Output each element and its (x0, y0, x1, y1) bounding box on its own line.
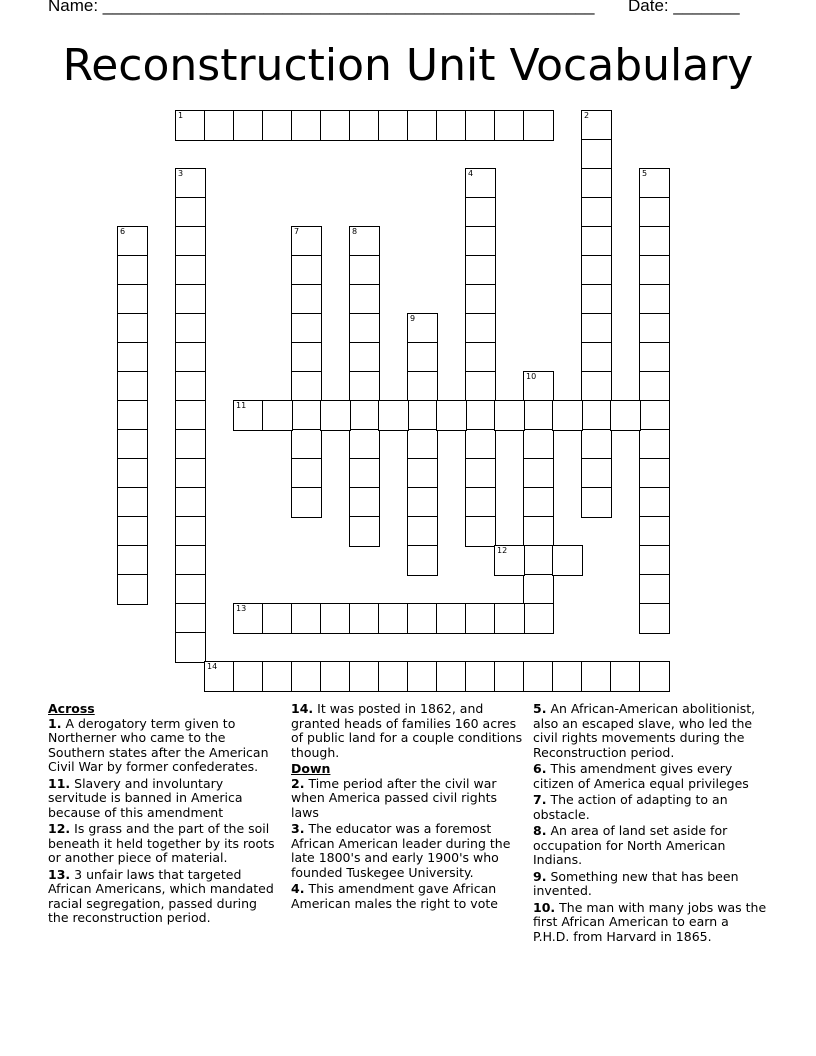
crossword-cell[interactable] (349, 371, 380, 402)
crossword-cell[interactable] (291, 603, 322, 634)
crossword-cell[interactable] (175, 400, 206, 431)
crossword-cell[interactable] (465, 110, 496, 141)
crossword-cell[interactable] (465, 429, 496, 460)
crossword-cell[interactable] (436, 400, 467, 431)
crossword-cell[interactable] (349, 458, 380, 489)
crossword-cell[interactable] (175, 168, 206, 199)
crossword-cell[interactable] (175, 487, 206, 518)
crossword-cell[interactable] (117, 574, 148, 605)
crossword-cell[interactable] (610, 400, 641, 431)
crossword-cell[interactable] (465, 226, 496, 257)
crossword-cell[interactable] (291, 226, 322, 257)
clue-across-1: 1. A derogatory term given to Northerner who came to the Southern states after the American Civil War by former confederates. (48, 715, 269, 774)
crossword-cell[interactable] (494, 110, 525, 141)
crossword-cell[interactable] (523, 516, 554, 547)
crossword-cell[interactable] (581, 284, 612, 315)
crossword-cell[interactable] (523, 371, 554, 402)
clue-down-7: 7. The action of adapting to an obstacle. (533, 792, 728, 822)
crossword-cell[interactable] (581, 400, 612, 431)
crossword-cell[interactable] (552, 400, 583, 431)
crossword-cell[interactable] (378, 400, 409, 431)
crossword-cell[interactable] (639, 458, 670, 489)
clue-down-9: 9. Something new that has been invented. (533, 868, 739, 898)
clue-number: 13 (236, 604, 247, 613)
crossword-cell[interactable] (117, 313, 148, 344)
crossword-cell[interactable] (465, 342, 496, 373)
crossword-cell[interactable] (175, 255, 206, 286)
name-field[interactable]: Name: ____________________________________________________ (48, 0, 595, 15)
crossword-cell[interactable] (581, 168, 612, 199)
clue-number: 10 (526, 372, 537, 381)
clue-number: 3 (178, 169, 184, 178)
crossword-cell[interactable] (291, 284, 322, 315)
crossword-cell[interactable] (204, 110, 235, 141)
crossword-cell[interactable] (436, 661, 467, 692)
crossword-cell[interactable] (349, 661, 380, 692)
crossword-cell[interactable] (581, 226, 612, 257)
crossword-cell[interactable] (349, 487, 380, 518)
crossword-cell[interactable] (639, 429, 670, 460)
crossword-cell[interactable] (581, 197, 612, 228)
crossword-cell[interactable] (581, 371, 612, 402)
crossword-cell[interactable] (494, 603, 525, 634)
crossword-cell[interactable] (291, 255, 322, 286)
crossword-cell[interactable] (175, 429, 206, 460)
crossword-cell[interactable] (320, 110, 351, 141)
crossword-cell[interactable] (523, 110, 554, 141)
crossword-cell[interactable] (378, 603, 409, 634)
clue-down-10: 10. The man with many jobs was the first African American to earn a P.H.D. from Harvard in 1865. (533, 899, 767, 944)
crossword-cell[interactable] (175, 197, 206, 228)
crossword-cell[interactable] (465, 255, 496, 286)
crossword-cell[interactable] (291, 313, 322, 344)
crossword-cell[interactable] (407, 661, 438, 692)
crossword-cell[interactable] (639, 487, 670, 518)
clue-across-13: 13. 3 unfair laws that targeted African Americans, which mandated racial segregation, passed during the reconstruction period. (48, 866, 274, 925)
clue-down-8: 8. An area of land set aside for occupation for North American Indians. (533, 823, 728, 867)
clue-number: 11 (236, 401, 247, 410)
crossword-cell[interactable] (349, 226, 380, 257)
crossword-cell[interactable] (175, 226, 206, 257)
crossword-cell[interactable] (175, 632, 206, 663)
crossword-cell[interactable] (639, 284, 670, 315)
crossword-cell[interactable] (291, 661, 322, 692)
crossword-cell[interactable] (465, 661, 496, 692)
crossword-cell[interactable] (407, 110, 438, 141)
crossword-cell[interactable] (407, 342, 438, 373)
clue-number: 9 (410, 314, 416, 323)
crossword-cell[interactable] (581, 313, 612, 344)
crossword-cell[interactable] (639, 255, 670, 286)
crossword-cell[interactable] (233, 661, 264, 692)
crossword-cell[interactable] (465, 487, 496, 518)
crossword-cell[interactable] (117, 429, 148, 460)
crossword-cell[interactable] (639, 226, 670, 257)
crossword-cell[interactable] (378, 110, 409, 141)
crossword-cell[interactable] (639, 603, 670, 634)
crossword-cell[interactable] (494, 661, 525, 692)
crossword-cell[interactable] (581, 429, 612, 460)
crossword-cell[interactable] (523, 487, 554, 518)
crossword-cell[interactable] (175, 458, 206, 489)
clues-column-1 (48, 702, 280, 928)
clues-column-2 (291, 702, 525, 913)
crossword-cell[interactable] (349, 342, 380, 373)
crossword-cell[interactable] (494, 400, 525, 431)
crossword-cell[interactable] (465, 284, 496, 315)
crossword-cell[interactable] (523, 429, 554, 460)
crossword-cell[interactable] (639, 342, 670, 373)
crossword-cell[interactable] (175, 516, 206, 547)
crossword-cell[interactable] (378, 661, 409, 692)
clue-number: 12 (497, 546, 508, 555)
crossword-cell[interactable] (581, 458, 612, 489)
crossword-cell[interactable] (581, 110, 612, 141)
crossword-cell[interactable] (407, 487, 438, 518)
crossword-cell[interactable] (436, 603, 467, 634)
across-heading: Across (48, 701, 95, 716)
crossword-cell[interactable] (117, 487, 148, 518)
crossword-cell[interactable] (262, 400, 293, 431)
clue-down-5: 5. An African-American abolitionist, also an escaped slave, who led the civil rights movements during the Reconstruction period. (533, 701, 756, 760)
crossword-cell[interactable] (639, 661, 670, 692)
clue-number: 1 (178, 111, 184, 120)
clue-number: 7 (294, 227, 300, 236)
crossword-cell[interactable] (407, 400, 438, 431)
crossword-cell[interactable] (233, 400, 264, 431)
crossword-cell[interactable] (407, 603, 438, 634)
crossword-cell[interactable] (175, 284, 206, 315)
crossword-cell[interactable] (407, 545, 438, 576)
crossword-cell[interactable] (581, 487, 612, 518)
clue-across-14: 14. It was posted in 1862, and granted heads of families 160 acres of public land for a couple conditions though. (291, 701, 523, 760)
crossword-cell[interactable] (117, 545, 148, 576)
clue-number: 14 (207, 662, 218, 671)
crossword-cell[interactable] (639, 400, 670, 431)
crossword-cell[interactable] (349, 255, 380, 286)
crossword-cell[interactable] (233, 110, 264, 141)
crossword-cell[interactable] (436, 110, 467, 141)
crossword-cell[interactable] (581, 342, 612, 373)
crossword-cell[interactable] (523, 400, 554, 431)
crossword-cell[interactable] (465, 603, 496, 634)
crossword-cell[interactable] (117, 371, 148, 402)
clue-down-2: 2. Time period after the civil war when America passed civil rights laws (291, 775, 498, 820)
down-heading: Down (291, 761, 331, 776)
crossword-cell[interactable] (291, 487, 322, 518)
crossword-cell[interactable] (117, 458, 148, 489)
crossword-cell[interactable] (117, 284, 148, 315)
clue-number: 6 (120, 227, 126, 236)
crossword-cell[interactable] (581, 139, 612, 170)
crossword-cell[interactable] (320, 400, 351, 431)
crossword-cell[interactable] (407, 458, 438, 489)
crossword-cell[interactable] (610, 661, 641, 692)
crossword-cell[interactable] (407, 429, 438, 460)
page-title: Reconstruction Unit Vocabulary (62, 40, 754, 91)
crossword-cell[interactable] (523, 545, 554, 576)
crossword-cell[interactable] (175, 313, 206, 344)
crossword-cell[interactable] (465, 516, 496, 547)
crossword-cell[interactable] (320, 603, 351, 634)
crossword-cell[interactable] (523, 458, 554, 489)
crossword-cell[interactable] (465, 371, 496, 402)
crossword-cell[interactable] (262, 603, 293, 634)
crossword-cell[interactable] (523, 574, 554, 605)
crossword-cell[interactable] (523, 603, 554, 634)
crossword-cell[interactable] (465, 197, 496, 228)
crossword-cell[interactable] (465, 313, 496, 344)
crossword-cell[interactable] (175, 371, 206, 402)
crossword-cell[interactable] (639, 371, 670, 402)
crossword-cell[interactable] (262, 661, 293, 692)
crossword-cell[interactable] (639, 197, 670, 228)
crossword-cell[interactable] (117, 255, 148, 286)
clue-down-3: 3. The educator was a foremost African American leader during the late 1800's and early 1900's who founded Tuskegee University. (291, 821, 511, 880)
crossword-cell[interactable] (117, 342, 148, 373)
crossword-cell[interactable] (291, 458, 322, 489)
crossword-cell[interactable] (465, 168, 496, 199)
crossword-cell[interactable] (117, 516, 148, 547)
clue-across-11: 11. Slavery and involuntary servitude is banned in America because of this amendment (48, 775, 243, 820)
crossword-cell[interactable] (552, 545, 583, 576)
crossword-cell[interactable] (581, 255, 612, 286)
crossword-cell[interactable] (639, 313, 670, 344)
clues-column-3 (533, 702, 767, 946)
crossword-cell[interactable] (407, 371, 438, 402)
crossword-cell[interactable] (349, 313, 380, 344)
crossword-cell[interactable] (349, 400, 380, 431)
clue-number: 8 (352, 227, 358, 236)
crossword-cell[interactable] (175, 110, 206, 141)
crossword-cell[interactable] (204, 661, 235, 692)
crossword-cell[interactable] (175, 545, 206, 576)
crossword-cell[interactable] (175, 603, 206, 634)
crossword-cell[interactable] (407, 516, 438, 547)
crossword-cell[interactable] (175, 574, 206, 605)
crossword-cell[interactable] (349, 603, 380, 634)
crossword-cell[interactable] (262, 110, 293, 141)
crossword-cell[interactable] (233, 603, 264, 634)
crossword-cell[interactable] (349, 110, 380, 141)
crossword-cell[interactable] (349, 516, 380, 547)
crossword-cell[interactable] (291, 400, 322, 431)
crossword-cell[interactable] (639, 516, 670, 547)
crossword-cell[interactable] (117, 226, 148, 257)
crossword-cell[interactable] (291, 371, 322, 402)
crossword-cell[interactable] (117, 400, 148, 431)
crossword-cell[interactable] (581, 661, 612, 692)
crossword-cell[interactable] (523, 661, 554, 692)
crossword-cell[interactable] (291, 342, 322, 373)
clue-number: 5 (642, 169, 648, 178)
date-field[interactable]: Date: _______ (628, 0, 740, 15)
clue-across-12: 12. Is grass and the part of the soil beneath it held together by its roots or another piece of material. (48, 821, 275, 865)
crossword-cell[interactable] (291, 110, 322, 141)
crossword-cell[interactable] (407, 313, 438, 344)
crossword-cell[interactable] (349, 429, 380, 460)
crossword-cell[interactable] (494, 545, 525, 576)
clue-number: 2 (584, 111, 590, 120)
crossword-cell[interactable] (320, 661, 351, 692)
crossword-cell[interactable] (349, 284, 380, 315)
crossword-cell[interactable] (465, 400, 496, 431)
crossword-cell[interactable] (639, 574, 670, 605)
clue-down-4: 4. This amendment gave African American males the right to vote (291, 881, 498, 911)
clue-down-6: 6. This amendment gives every citizen of America equal privileges (533, 761, 749, 791)
crossword-cell[interactable] (639, 545, 670, 576)
crossword-cell[interactable] (175, 342, 206, 373)
crossword-cell[interactable] (465, 458, 496, 489)
clue-number: 4 (468, 169, 474, 178)
crossword-cell[interactable] (291, 429, 322, 460)
crossword-cell[interactable] (552, 661, 583, 692)
crossword-cell[interactable] (639, 168, 670, 199)
